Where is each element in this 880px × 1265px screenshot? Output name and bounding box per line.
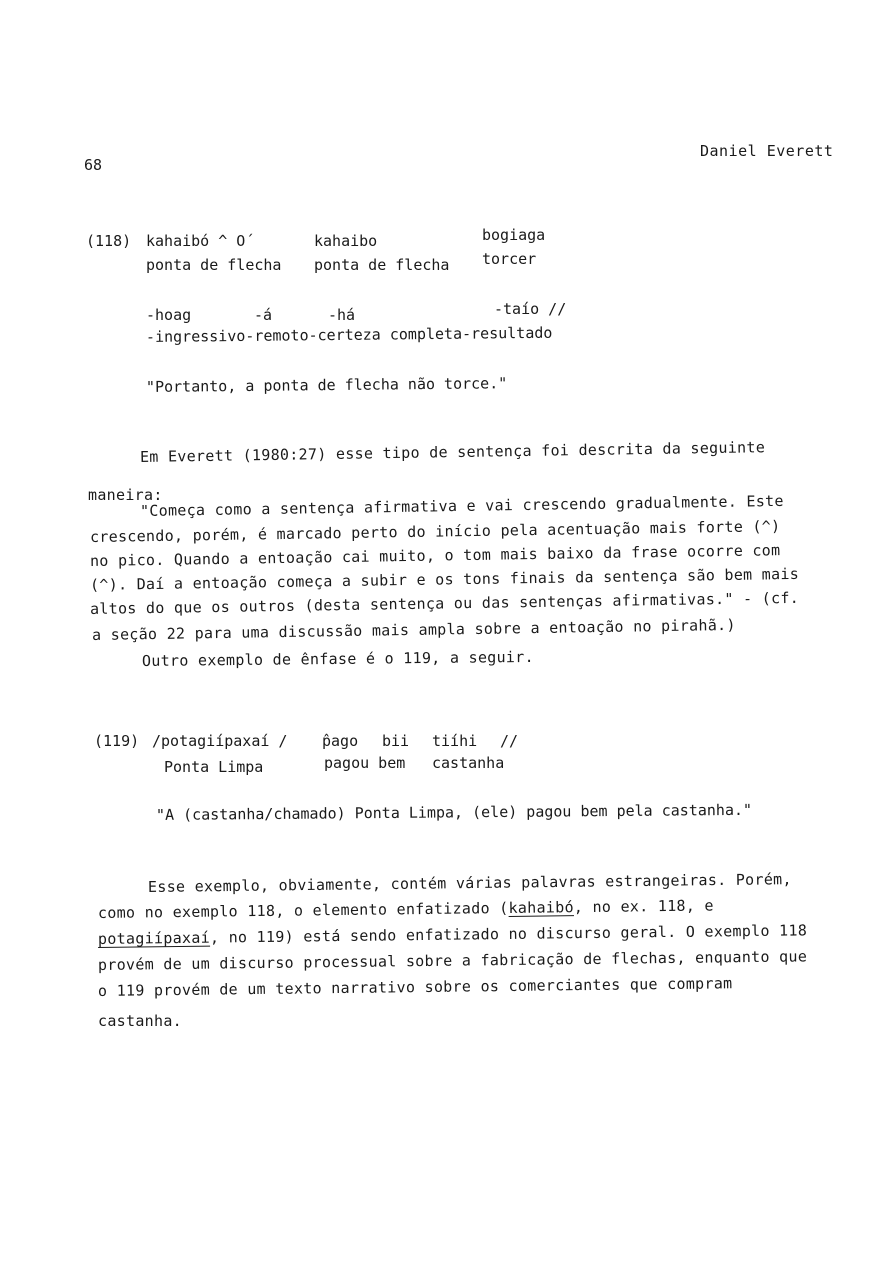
gloss-word: Ponta Limpa	[164, 758, 264, 776]
example-118-line1	[86, 226, 586, 252]
gloss-word: kahaibo	[314, 232, 378, 250]
example-118-translation: "Portanto, a ponta de flecha não torce."	[145, 374, 508, 396]
example-number: (119)	[94, 732, 140, 750]
paragraph-line: Outro exemplo de ênfase é o 119, a seguir.	[141, 647, 534, 670]
example-118-morpheme-gloss: -ingressivo-remoto-certeza completa-resultado	[145, 323, 553, 346]
paragraph-line	[98, 896, 714, 922]
paragraph-line: altos do que os outros (desta sentença ou das sentenças afirmativas." - (cf.	[89, 588, 800, 618]
emphasized-term: kahaibó	[508, 898, 574, 917]
example-118-line3	[146, 300, 586, 326]
morpheme: -taío //	[494, 300, 567, 318]
gloss-word: kahaibó ^ O´	[146, 232, 255, 250]
gloss-word: p̂ago	[322, 732, 359, 750]
morpheme: -á	[254, 306, 273, 324]
emphasized-term: potagiípaxaí	[97, 928, 211, 948]
gloss-word: bii	[382, 732, 410, 750]
text-segment: , no 119) está sendo enfatizado no discurso geral. O exemplo 118	[209, 921, 808, 947]
text-segment: como no exemplo 118, o elemento enfatizado (	[97, 898, 509, 922]
morpheme: -há	[328, 306, 356, 324]
paragraph-line: maneira:	[88, 486, 163, 504]
text-segment: , no ex. 118, e	[573, 896, 714, 917]
paragraph-line: castanha.	[98, 1012, 182, 1030]
gloss-word: castanha	[432, 754, 505, 772]
paragraph-line: Em Everett (1980:27) esse tipo de sentença foi descrita da seguinte	[139, 438, 766, 466]
running-head: Daniel Everett	[700, 142, 834, 160]
example-119-translation: "A (castanha/chamado) Ponta Limpa, (ele) pagou bem pela castanha."	[155, 800, 753, 824]
paragraph-line: o 119 provém de um texto narrativo sobre os comerciantes que compram	[97, 974, 733, 1000]
paragraph-line: Esse exemplo, obviamente, contém várias palavras estrangeiras. Porém,	[147, 870, 792, 896]
paragraph-line: a seção 22 para uma discussão mais ampla sobre a entoação no pirahã.)	[91, 615, 736, 644]
example-number: (118)	[86, 232, 132, 250]
gloss-word: torcer	[482, 250, 537, 268]
paragraph-line	[98, 921, 807, 948]
paragraph-line: provém de um discurso processual sobre a fabricação de flechas, enquanto que	[97, 947, 808, 974]
paragraph-line: "Começa como a sentença afirmativa e vai crescendo gradualmente. Este	[139, 491, 784, 520]
example-119-line2	[164, 754, 564, 778]
gloss-word: ponta de flecha	[146, 256, 282, 274]
morpheme: -hoag	[146, 306, 192, 324]
gloss-word: bogiaga	[482, 226, 546, 244]
paragraph-line: crescendo, porém, é marcado perto do início pela acentuação mais forte (^)	[89, 517, 781, 546]
page-number: 68	[84, 156, 103, 174]
example-118-line2	[146, 250, 586, 276]
gloss-word: pagou bem	[324, 754, 406, 772]
gloss-word: //	[500, 732, 519, 750]
gloss-word: tiíhi	[432, 732, 478, 750]
gloss-word: /potagiípaxaí /	[152, 732, 288, 750]
paragraph-line: no pico. Quando a entoação cai muito, o tom mais baixo da frase ocorre com	[89, 541, 781, 570]
example-119-line1	[94, 732, 554, 752]
gloss-word: ponta de flecha	[314, 256, 450, 274]
paragraph-line: (^). Daí a entoação começa a subir e os tons finais da sentença são bem mais	[89, 564, 800, 594]
